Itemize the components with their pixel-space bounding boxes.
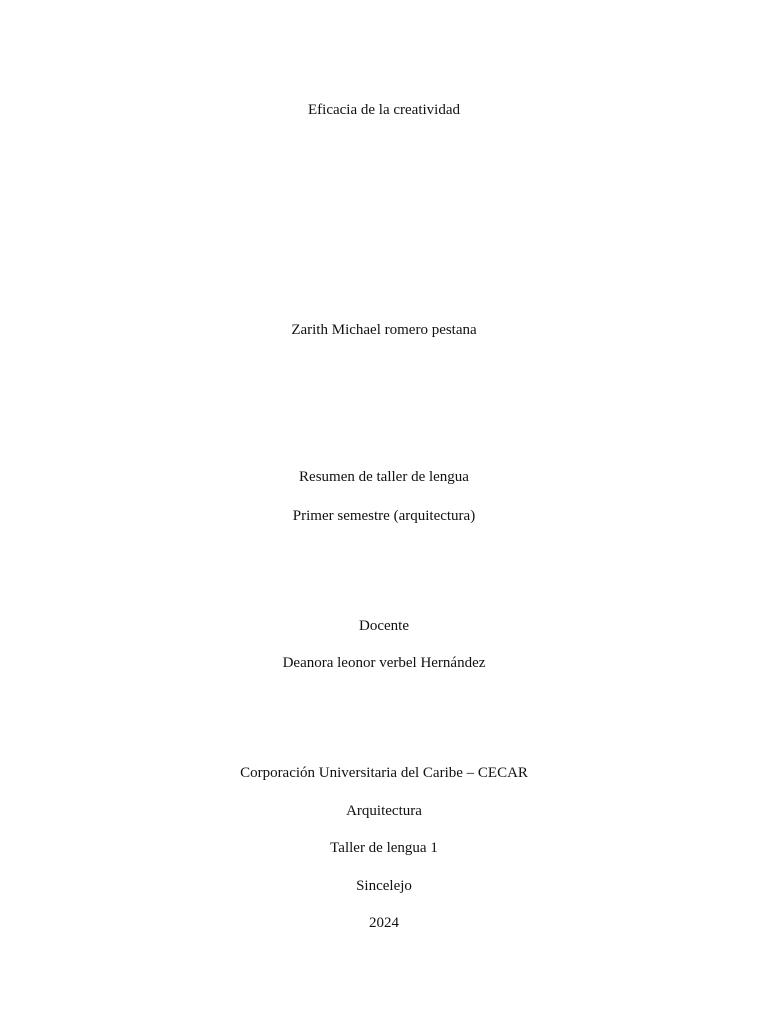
university-name: Corporación Universitaria del Caribe – CECAR bbox=[240, 765, 528, 781]
summary-line: Resumen de taller de lengua bbox=[299, 469, 469, 485]
year: 2024 bbox=[369, 915, 399, 931]
document-title: Eficacia de la creatividad bbox=[308, 102, 460, 118]
teacher-label: Docente bbox=[359, 618, 409, 634]
semester-line: Primer semestre (arquitectura) bbox=[292, 508, 476, 524]
author-name: Zarith Michael romero pestana bbox=[291, 322, 477, 338]
teacher-name: Deanora leonor verbel Hernández bbox=[282, 655, 486, 671]
course-name: Taller de lengua 1 bbox=[330, 840, 438, 856]
program-name: Arquitectura bbox=[346, 803, 422, 819]
city-name: Sincelejo bbox=[356, 878, 412, 894]
